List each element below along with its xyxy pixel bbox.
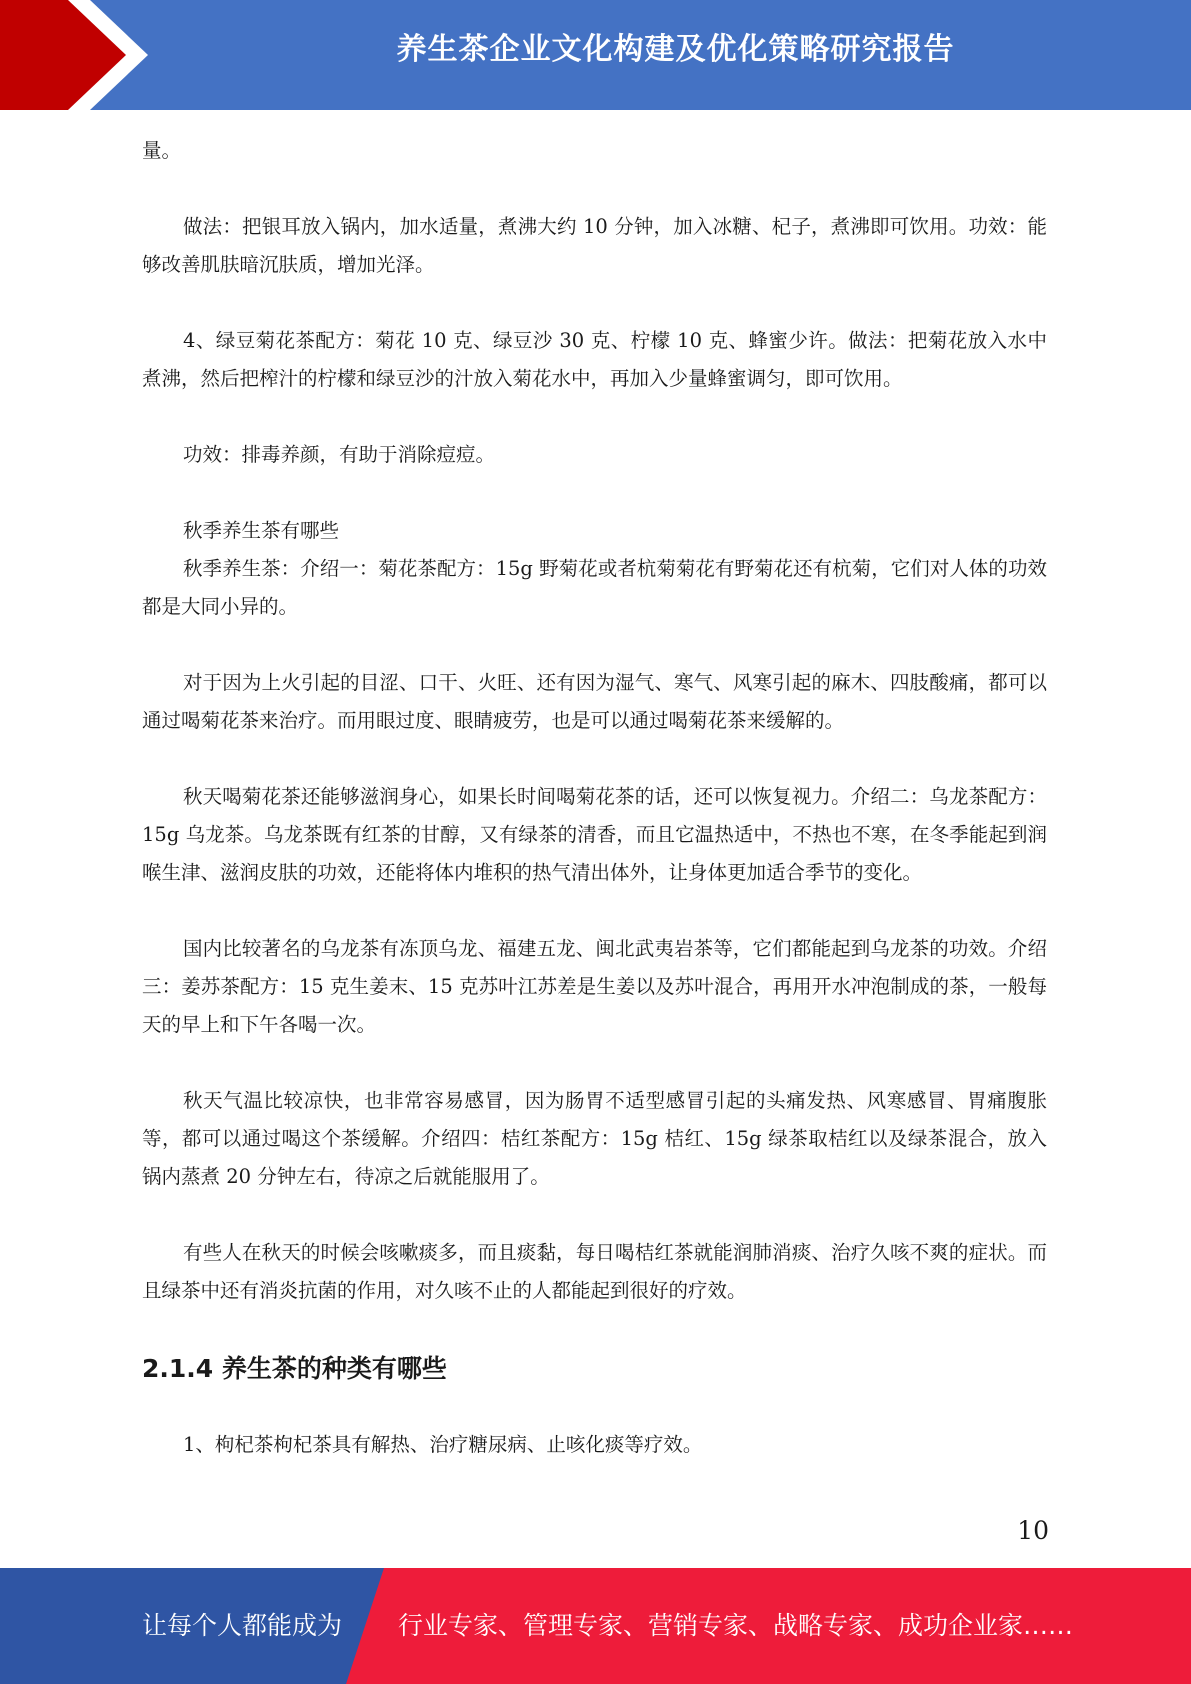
paragraph: 秋天喝菊花茶还能够滋润身心，如果长时间喝菊花茶的话，还可以恢复视力。介绍二：乌龙茶配方：15g 乌龙茶。乌龙茶既有红茶的甘醇，又有绿茶的清香，而且它温热适中，不热也不寒，在冬季能起到润喉生津、滋润皮肤的功效，还能将体内堆积的热气清出体外，让身体更加适合季节的变化。 [142, 785, 1047, 884]
section-heading: 2.1.4 养生茶的种类有哪些 [142, 1354, 447, 1383]
footer-tagline: 行业专家、管理专家、营销专家、战略专家、成功企业家…… [398, 1611, 1074, 1640]
paragraph: 秋季养生茶有哪些 [183, 519, 340, 542]
paragraph: 有些人在秋天的时候会咳嗽痰多，而且痰黏，每日喝桔红茶就能润肺消痰、治疗久咳不爽的症状。而且绿茶中还有消炎抗菌的作用，对久咳不止的人都能起到很好的疗效。 [142, 1241, 1047, 1302]
paragraph: 功效：排毒养颜，有助于消除痘痘。 [183, 443, 496, 466]
paragraph: 4、绿豆菊花茶配方：菊花 10 克、绿豆沙 30 克、柠檬 10 克、蜂蜜少许。做法：把菊花放入水中煮沸，然后把榨汁的柠檬和绿豆沙的汁放入菊花水中，再加入少量蜂蜜调匀，即可饮用。 [142, 329, 1047, 390]
paragraph: 秋天气温比较凉快，也非常容易感冒，因为肠胃不适型感冒引起的头痛发热、风寒感冒、胃痛腹胀等，都可以通过喝这个茶缓解。介绍四：桔红茶配方：15g 桔红、15g 绿茶取桔红以及绿茶混合，放入锅内蒸煮 20 分钟左右，待凉之后就能服用了。 [142, 1089, 1047, 1188]
paragraph: 秋季养生茶：介绍一：菊花茶配方：15g 野菊花或者杭菊菊花有野菊花还有杭菊，它们对人体的功效都是大同小异的。 [142, 557, 1047, 618]
page-header [0, 0, 1191, 110]
page-footer [0, 1568, 1191, 1684]
page-number: 10 [1017, 1516, 1049, 1545]
page-content [142, 132, 1047, 1502]
paragraph: 量。 [142, 139, 182, 162]
paragraph: 国内比较著名的乌龙茶有冻顶乌龙、福建五龙、闽北武夷岩茶等，它们都能起到乌龙茶的功效。介绍三：姜苏茶配方：15 克生姜末、15 克苏叶江苏差是生姜以及苏叶混合，再用开水冲泡制成的茶，一般每天的早上和下午各喝一次。 [142, 937, 1047, 1036]
footer-slogan: 让每个人都能成为 [142, 1611, 343, 1640]
document-title: 养生茶企业文化构建及优化策略研究报告 [396, 32, 955, 67]
paragraph: 对于因为上火引起的目涩、口干、火旺、还有因为湿气、寒气、风寒引起的麻木、四肢酸痛，都可以通过喝菊花茶来治疗。而用眼过度、眼睛疲劳，也是可以通过喝菊花茶来缓解的。 [142, 671, 1047, 732]
paragraph: 1、枸杞茶枸杞茶具有解热、治疗糖尿病、止咳化痰等疗效。 [183, 1433, 703, 1456]
paragraph: 做法：把银耳放入锅内，加水适量，煮沸大约 10 分钟，加入冰糖、杞子，煮沸即可饮用。功效：能够改善肌肤暗沉肤质，增加光泽。 [142, 215, 1047, 276]
